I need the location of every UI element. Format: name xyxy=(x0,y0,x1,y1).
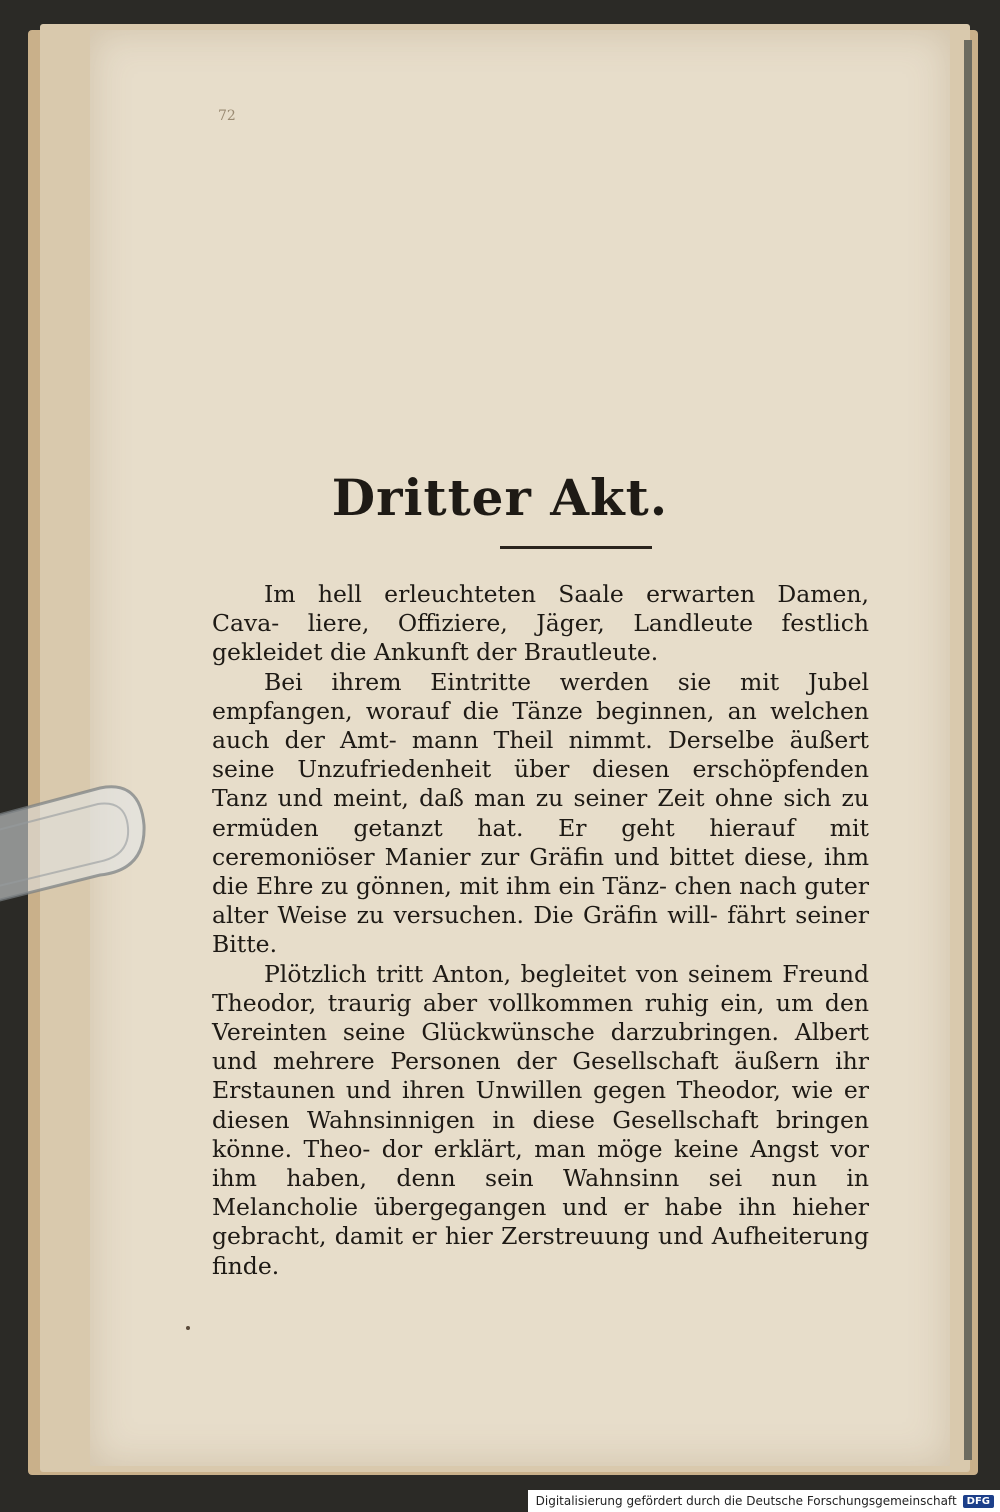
paragraph-2: Bei ihrem Eintritte werden sie mit Jubel empfangen, worauf die Tänze beginnen, an welchen auch der Amt- mann Theil nimmt. Derselbe äußert seine Unzufriedenheit über diesen erschöpfenden Tanz und meint, daß man zu seiner Zeit ohne sich zu ermüden getanzt hat. Er geht hierauf mit ceremoniöser Manier zur Gräfin und bittet diese, ihm die Ehre zu gönnen, mit ihm ein Tänz- chen nach guter alter Weise zu versuchen. Die Gräfin will- fährt seiner Bitte. xyxy=(212,667,869,959)
paragraph-1: Im hell erleuchteten Saale erwarten Damen, Cava- liere, Offiziere, Jäger, Landleute festlich gekleidet die Ankunft der Brautleute. xyxy=(212,580,869,667)
body-text xyxy=(212,580,869,1281)
paragraph-3: Plötzlich tritt Anton, begleitet von seinem Freund Theodor, traurig aber vollkommen ruhig ein, um den Vereinten seine Glückwünsche darzubringen. Albert und mehrere Personen der Gesellschaft äußern ihr Erstaunen und ihren Unwillen gegen Theodor, wie er diesen Wahnsinnigen in diese Gesellschaft bringen könne. Theo- dor erklärt, man möge keine Angst vor ihm haben, denn sein Wahnsinn sei nun in Melancholie übergegangen und er habe ihn hieher gebracht, damit er hier Zerstreuung und Aufheiterung finde. xyxy=(212,959,869,1280)
digitization-footer xyxy=(528,1490,1000,1512)
page-edge-shadow xyxy=(964,40,972,1460)
paper-speck xyxy=(186,1326,190,1330)
title-divider xyxy=(500,546,652,549)
dfg-logo-icon: DFG xyxy=(963,1495,994,1508)
page-number: 72 xyxy=(218,108,236,124)
footer-credit: Digitalisierung gefördert durch die Deutsche Forschungsgemeinschaft xyxy=(535,1494,957,1508)
page-title: Dritter Akt. xyxy=(331,468,669,527)
plastic-clip-icon xyxy=(0,770,170,910)
